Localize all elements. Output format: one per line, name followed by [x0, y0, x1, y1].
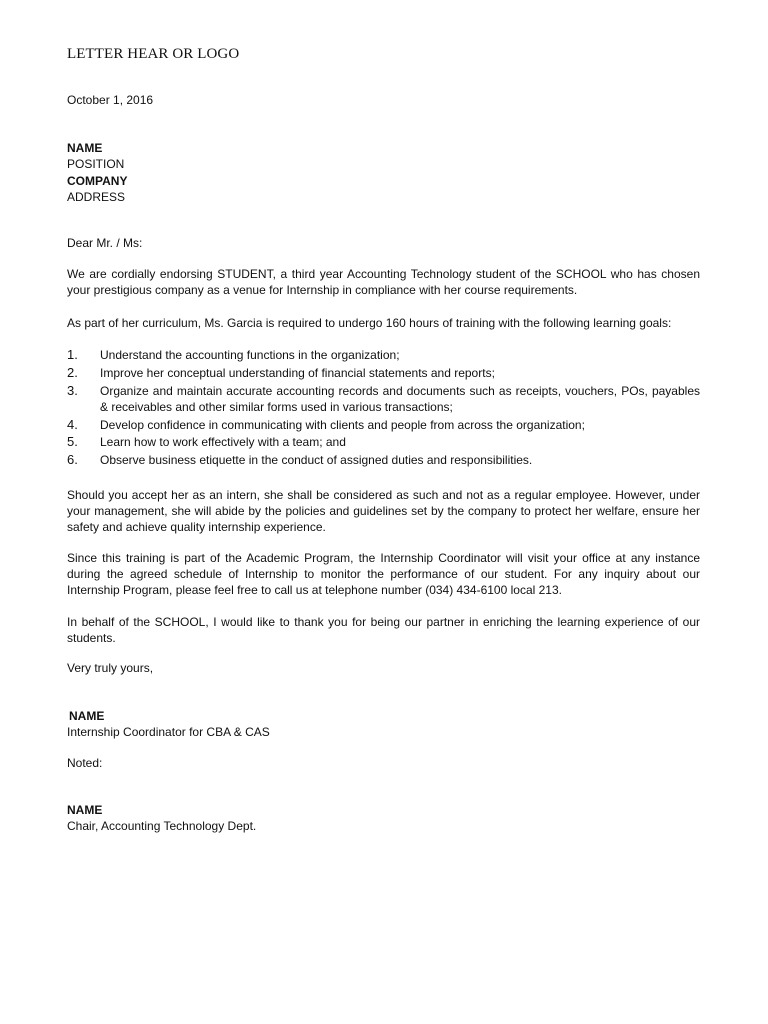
recipient-company: COMPANY	[67, 173, 128, 188]
recipient-address: ADDRESS	[67, 189, 126, 204]
list-number: 4.	[67, 416, 78, 432]
list-item	[67, 434, 700, 450]
list-number: 5.	[67, 434, 78, 450]
list-text: Understand the accounting functions in the organization;	[100, 348, 400, 362]
list-number: 1.	[67, 347, 78, 362]
paragraph-endorsement: We are cordially endorsing STUDENT, a third year Accounting Technology student of the SCHOOL who has chosen your prestigious company as a venue for Internship in compliance with her course requirements.	[67, 267, 700, 298]
learning-goals-list	[67, 347, 700, 470]
recipient-position: POSITION	[67, 157, 125, 172]
list-item	[67, 417, 700, 433]
letter-date: October 1, 2016	[67, 93, 154, 107]
paragraph-acceptance: Should you accept her as an intern, she shall be considered as such and not as a regular employee. However, under your management, she will abide by the policies and guidelines set by the company to protect her welfare, ensure her safety and achieve quality internship experience.	[67, 488, 700, 535]
noted-label: Noted:	[67, 756, 103, 770]
salutation: Dear Mr. / Ms:	[67, 236, 143, 250]
paragraph-thanks: In behalf of the SCHOOL, I would like to thank you for being our partner in enriching the learning experience of our students.	[67, 615, 700, 646]
list-text: Learn how to work effectively with a team; and	[100, 435, 346, 450]
paragraph-academic-program: Since this training is part of the Academic Program, the Internship Coordinator will visit your office at any instance during the agreed schedule of Internship to monitor the performance of our student. For any inquiry about our Internship Program, please feel free to call us at telephone number (034) 434-6100 local 213.	[67, 551, 700, 598]
list-number: 6.	[67, 452, 78, 468]
signatory-title: Chair, Accounting Technology Dept.	[67, 819, 257, 833]
list-item	[67, 347, 700, 363]
letterhead: LETTER HEAR OR LOGO	[67, 46, 240, 62]
recipient-name: NAME	[67, 141, 103, 155]
signatory-name: NAME	[67, 803, 103, 817]
signature-block-coordinator	[69, 708, 270, 740]
list-text: Organize and maintain accurate accounting records and documents such as receipts, vouchers, POs, payables & receivables and other similar forms used in various transactions;	[100, 383, 700, 414]
list-number: 3.	[67, 382, 78, 398]
list-item	[67, 365, 700, 381]
list-item	[67, 452, 700, 468]
list-text: Develop confidence in communicating with clients and people from across the organization;	[100, 417, 585, 432]
signatory-name: NAME	[69, 709, 105, 723]
signatory-title: Internship Coordinator for CBA & CAS	[67, 725, 270, 739]
recipient-block	[67, 140, 127, 205]
list-text: Observe business etiquette in the conduct of assigned duties and responsibilities.	[100, 453, 533, 468]
closing: Very truly yours,	[67, 661, 154, 675]
list-item	[67, 383, 700, 415]
list-text: Improve her conceptual understanding of financial statements and reports;	[100, 365, 495, 380]
signature-block-chair	[67, 802, 256, 834]
list-number: 2.	[67, 364, 78, 380]
paragraph-curriculum: As part of her curriculum, Ms. Garcia is required to undergo 160 hours of training with the following learning goals:	[67, 316, 672, 330]
